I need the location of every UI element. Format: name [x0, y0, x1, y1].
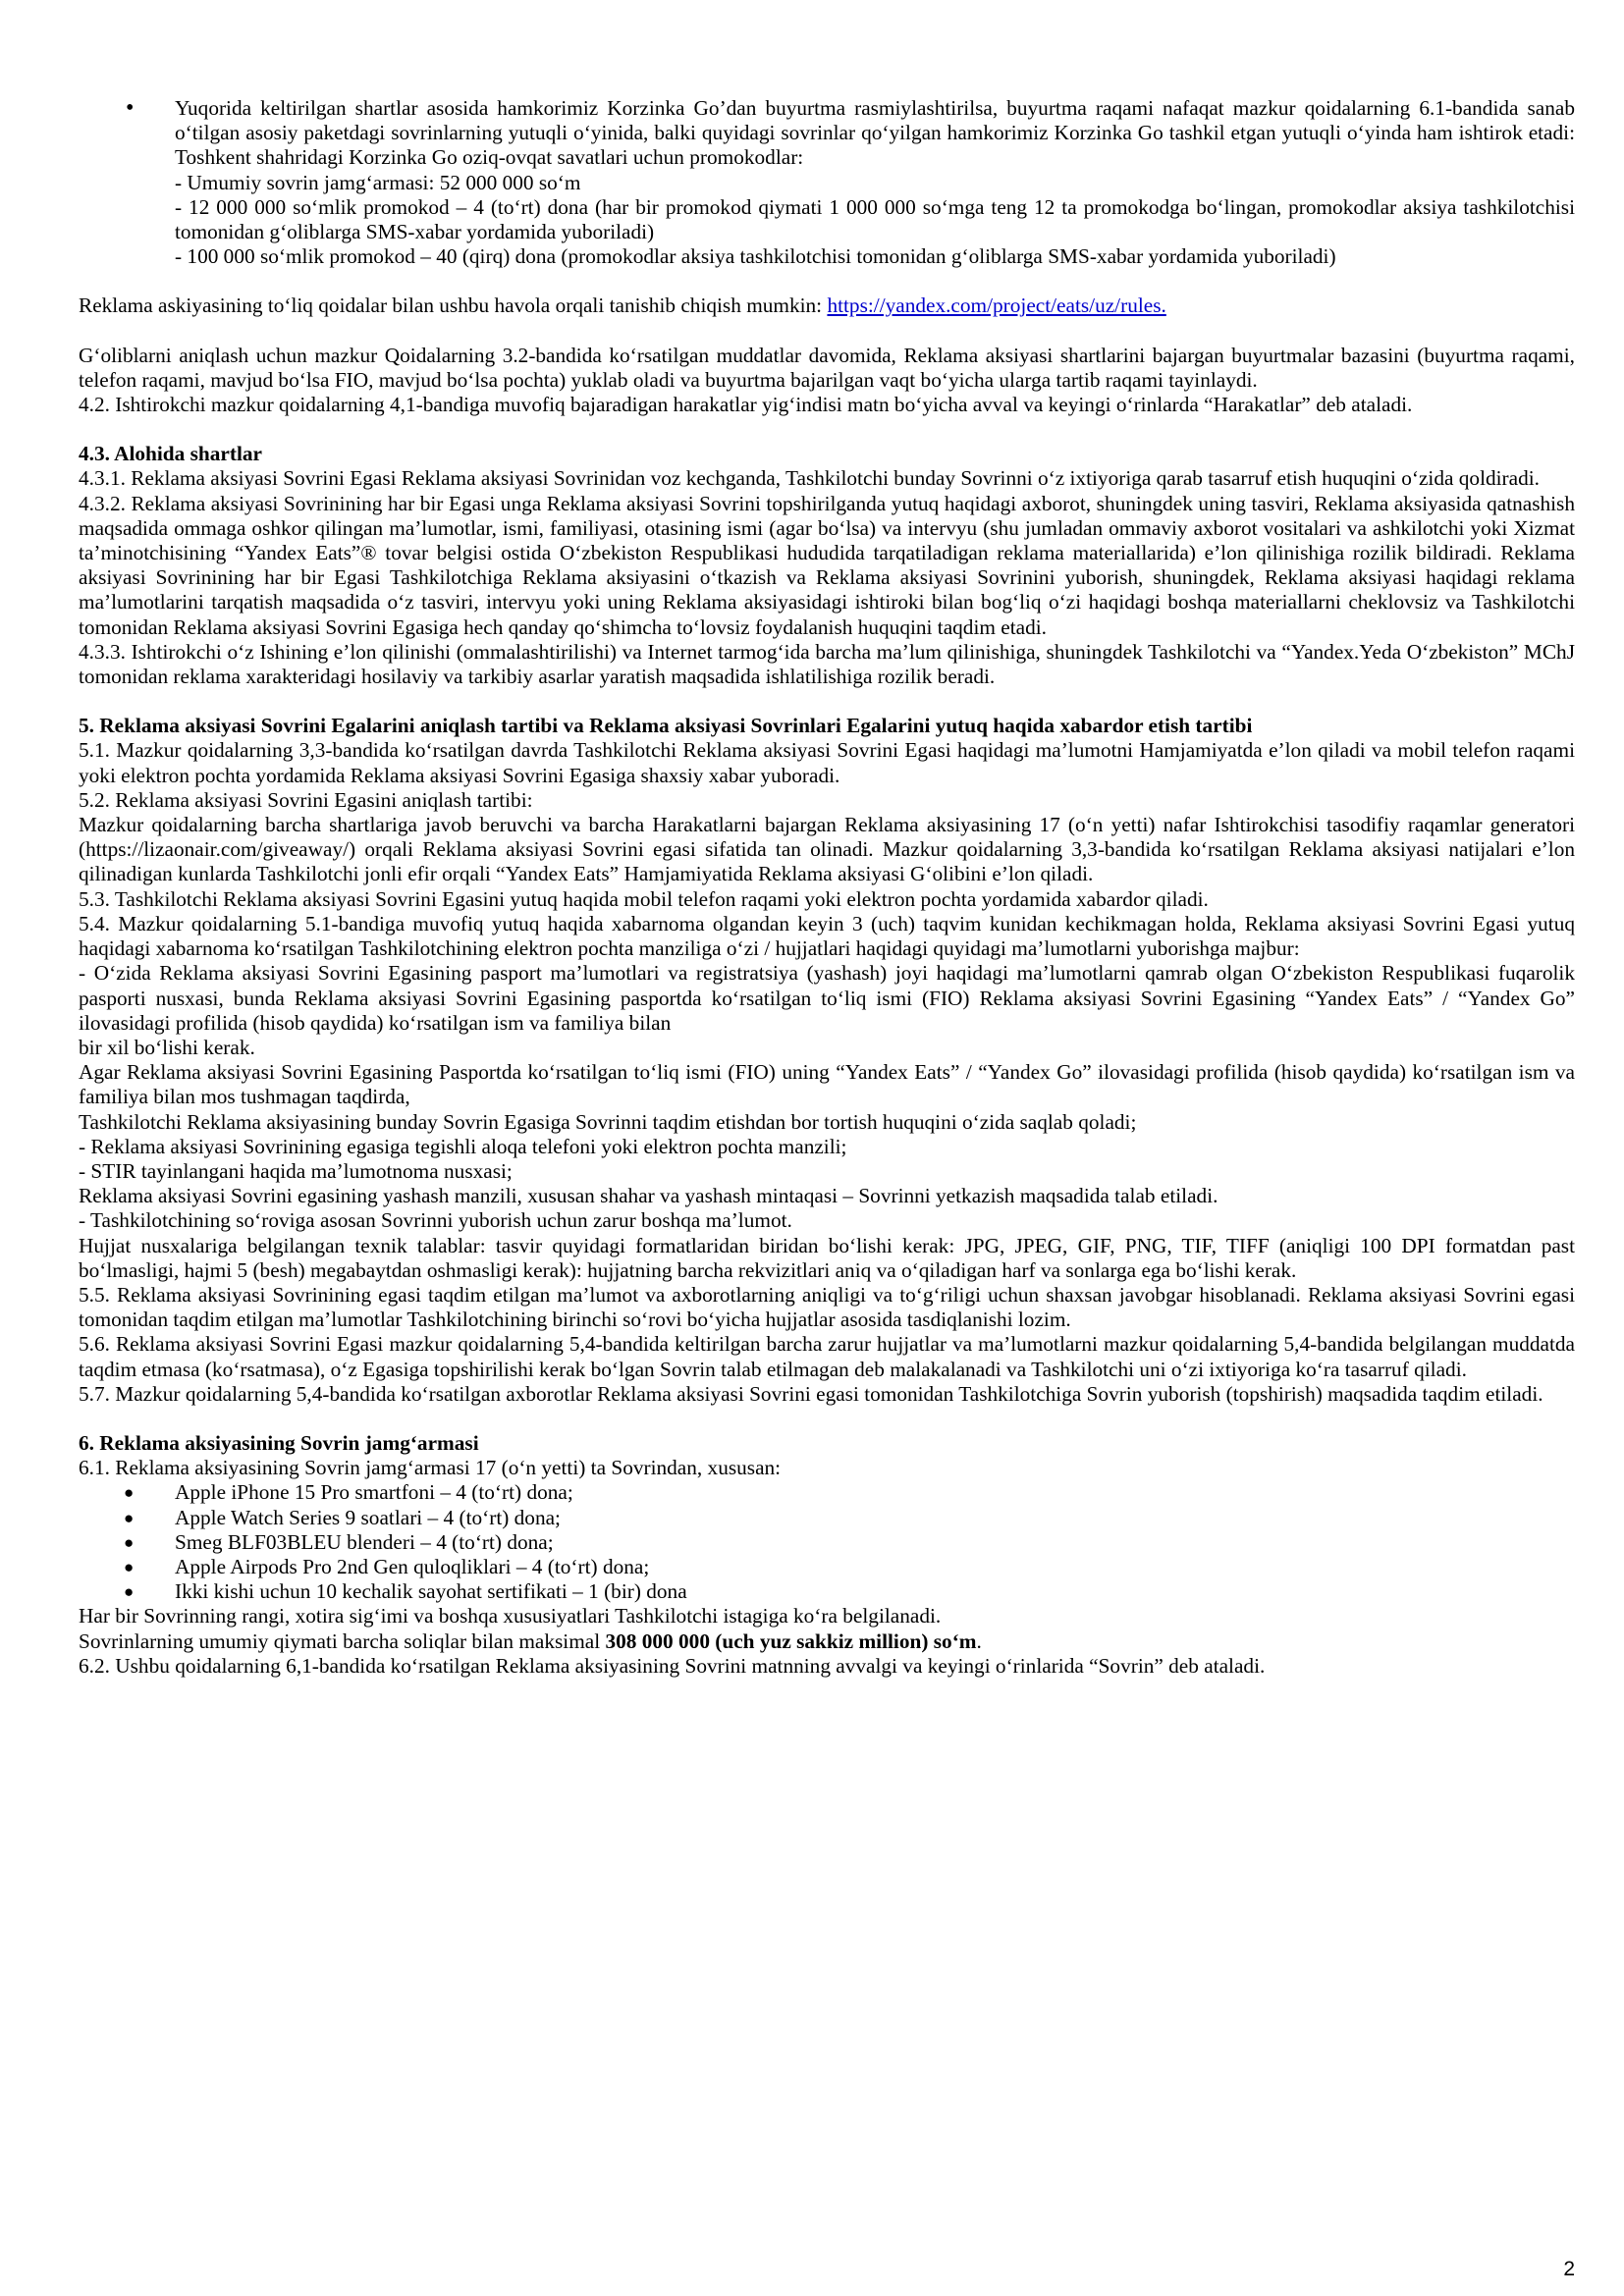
paragraph-4-3-1: 4.3.1. Reklama aksiyasi Sovrini Egasi Reklama aksiyasi Sovrinidan voz kechganda, Tashkilotchi bunday Sovrinni o‘z ixtiyoriga qarab tasarruf etish huquqini o‘zida qoldiradi. — [79, 466, 1540, 491]
paragraph-5-4-passport-end: bir xil bo‘lishi kerak. — [79, 1035, 255, 1059]
paragraph-6-1: 6.1. Reklama aksiyasining Sovrin jamg‘armasi 17 (o‘n yetti) ta Sovrindan, xususan: — [79, 1456, 782, 1480]
paragraph-6-2: 6.2. Ushbu qoidalarning 6,1-bandida ko‘rsatilgan Reklama aksiyasining Sovrini matnning avvalgi va keyingi o‘rinlarida “Sovrin” deb ataladi. — [79, 1653, 1266, 1678]
paragraph-4-2: 4.2. Ishtirokchi mazkur qoidalarning 4,1-bandiga muvofiq bajaradigan harakatlar yig‘indisi matn bo‘yicha avval va keyingi o‘rinlarda “Harakatlar” deb ataladi. — [79, 393, 1413, 417]
paragraph-4-3-2: 4.3.2. Reklama aksiyasi Sovrinining har bir Egasi unga Reklama aksiyasi Sovrini topshirilganda yutuq haqidagi axborot, shuningdek uning tasviri, Reklama aksiyasida qatnashish maqsadida ommaga oshkor qilingan ma’lumotlar, ismi, familiyasi, otasining ismi (agar bo‘lsa) va intervyu (shu jumladan ommaviy axborot vositalari va ashkilotchi yoki Xizmat ta’minotchisining “Yandex Eats”® tovar belgisi ostida O‘zbekiston Respublikasi hududida tarqatiladigan reklama materiallarida) e’lon qilinishiga rozilik bildiradi. Reklama aksiyasi Sovrinining har bir Egasi Tashkilotchiga Reklama aksiyasini o‘tkazish va Reklama aksiyasi Sovrinini yuborish, shuningdek, Reklama aksiyasi haqidagi reklama ma’lumotlarini tarqatish maqsadida o‘z tasviri, intervyu yoki uning Reklama aksiyasidagi ishtiroki bilan bog‘liq o‘zi haqidagi boshqa materiallarni cheklovsiz va Tashkilotchi tomonidan Reklama aksiyasi Sovrini Egasiga hech qanday qo‘shimcha to‘lovsiz foydalanish huquqini taqdim etadi. — [79, 491, 1575, 639]
paragraph-5-4: 5.4. Mazkur qoidalarning 5.1-bandiga muvofiq yutuq haqida xabarnoma olgandan keyin 3 (uch) taqvim kunidan kechikmagan holda, Reklama aksiyasi Sovrini Egasi yutuq haqidagi xabarnoma ko‘rsatilgan Tashkilotchining elektron pochta manziliga o‘zi / hujjatlari haqidagi quyidagi ma’lumotlarni yuborishga majbur: — [79, 911, 1575, 961]
total-value-prefix: Sovrinlarning umumiy qiymati barcha soliqlar bilan maksimal — [79, 1629, 601, 1653]
document-page — [79, 96, 1575, 1679]
prize-item: ● Apple Airpods Pro 2nd Gen quloqliklari – 4 (to‘rt) dona; — [79, 1555, 1575, 1579]
prize-list — [79, 1480, 1575, 1604]
section-4-3-heading: 4.3. Alohida shartlar — [79, 442, 262, 466]
prize-properties-paragraph: Har bir Sovrinning rangi, xotira sig‘imi va boshqa xususiyatlari Tashkilotchi istagiga ko‘ra belgilanadi. — [79, 1604, 942, 1629]
total-value-paragraph — [79, 1629, 1575, 1654]
korzinka-intro: • Yuqorida keltirilgan shartlar asosida hamkorimiz Korzinka Go’dan buyurtma rasmiylashtirilsa, buyurtma raqami nafaqat mazkur qoidalarning 6.1-bandida sanab o‘tilgan asosiy paketdagi sovrinlarning yutuqli o‘yinida, balki quyidagi sovrinlar qo‘yilgan hamkorimiz Korzinka Go tashkil etgan yutuqli o‘yinda ham ishtirok etadi: Toshkent shahridagi Korzinka Go oziq-ovqat savatlari uchun promokodlar: — [175, 96, 1575, 170]
prize-item: ● Apple Watch Series 9 soatlari – 4 (to‘rt) dona; — [79, 1506, 1575, 1530]
korzinka-line-3: - 100 000 so‘mlik promokod – 40 (qirq) dona (promokodlar aksiya tashkilotchisi tomonidan g‘oliblarga SMS-xabar yordamida yuboriladi) — [175, 244, 1336, 269]
section-5-heading: 5. Reklama aksiyasi Sovrini Egalarini aniqlash tartibi va Reklama aksiyasi Sovrinlari Egalarini yutuq haqida xabardor etish tartibi — [79, 714, 1253, 738]
rules-link-text: Reklama askiyasining to‘liq qoidalar bilan ushbu havola orqali tanishib chiqish mumkin: — [79, 294, 823, 318]
paragraph-5-4-passport: - O‘zida Reklama aksiyasi Sovrini Egasining pasport ma’lumotlari va registratsiya (yashash) joyi haqidagi ma’lumotlarni qamrab olgan O‘zbekiston Respublikasi fuqarolik pasporti nusxasi, bunda Reklama aksiyasi Sovrini Egasining pasportda ko‘rsatilgan to‘liq ismi (FIO) Reklama aksiyasi Sovrini Egasining “Yandex Eats” / “Yandex Go” ilovasidagi profilida (hisob qaydida) ko‘rsatilgan ism va familiya bilan — [79, 961, 1575, 1035]
prize-item: ● Apple iPhone 15 Pro smartfoni – 4 (to‘rt) dona; — [79, 1480, 1575, 1505]
paragraph-5-4-contact: - Reklama aksiyasi Sovrinining egasiga tegishli aloqa telefoni yoki elektron pochta manzili; — [79, 1134, 847, 1158]
korzinka-line-2: - 12 000 000 so‘mlik promokod – 4 (to‘rt) dona (har bir promokod qiymati 1 000 000 so‘mga teng 12 ta promokodga bo‘lingan, promokodlar aksiya tashkilotchisi tomonidan g‘oliblarga SMS-xabar yordamida yuboriladi) — [175, 194, 1575, 244]
paragraph-5-7: 5.7. Mazkur qoidalarning 5,4-bandida ko‘rsatilgan axborotlar Reklama aksiyasi Sovrini egasi tomonidan Tashkilotchiga Sovrin yuborish (topshirish) maqsadida taqdim etiladi. — [79, 1381, 1543, 1406]
paragraph-5-3: 5.3. Tashkilotchi Reklama aksiyasi Sovrini Egasini yutuq haqida mobil telefon raqami yoki elektron pochta yordamida xabardor qiladi. — [79, 886, 1209, 911]
korzinka-line-1: - Umumiy sovrin jamg‘armasi: 52 000 000 so‘m — [175, 170, 581, 194]
winners-paragraph: G‘oliblarni aniqlash uchun mazkur Qoidalarning 3.2-bandida ko‘rsatilgan muddatlar davomida, Reklama aksiyasi shartlarini bajargan buyurtmalar bazasini (buyurtma raqami, telefon raqami, mavjud bo‘lsa FIO, mavjud bo‘lsa pochta) yuklab oladi va buyurtma bajarilgan vaqt bo‘yicha ularga tartib raqami tayinlaydi. — [79, 343, 1575, 392]
paragraph-5-4-stir: - STIR tayinlangani haqida ma’lumotnoma nusxasi; — [79, 1158, 513, 1183]
paragraph-5-2-body: Mazkur qoidalarning barcha shartlariga javob beruvchi va barcha Harakatlarni bajargan Reklama aksiyasining 17 (o‘n yetti) nafar Ishtirokchisi tasodifiy raqamlar generatori (https://lizaonair.com/giveaway/) orqali Reklama aksiyasi Sovrini egasi sifatida tan olinadi. Mazkur qoidalarning 3,3-bandida ko‘rsatilgan Reklama aksiyasi natijalari e’lon qilinadigan kunlarda Tashkilotchi jonli efir orqali “Yandex Eats” Hamjamiyatida Reklama aksiyasi G‘olibini e’lon qiladi. — [79, 813, 1575, 886]
total-value-amount: 308 000 000 (uch yuz sakkiz million) so‘m — [605, 1629, 977, 1653]
korzinka-bullet — [79, 96, 1575, 269]
rules-link-paragraph — [79, 294, 1575, 318]
paragraph-5-4-mismatch: Agar Reklama aksiyasi Sovrini Egasining Pasportda ko‘rsatilgan to‘liq ismi (FIO) uning “Yandex Eats” / “Yandex Go” ilovasidagi profilida (hisob qaydida) ko‘rsatilgan ism va familiya bilan mos tushmagan taqdirda, — [79, 1060, 1575, 1109]
paragraph-5-6: 5.6. Reklama aksiyasi Sovrini Egasi mazkur qoidalarning 5,4-bandida keltirilgan barcha zarur hujjatlar va ma’lumotlarni mazkur qoidalarning 5,4-bandida belgilangan muddatda taqdim etmasa (ko‘rsatmasa), o‘z Egasiga topshirilishi kerak bo‘lgan Sovrin talab etilmagan deb malakalanadi va Tashkilotchi uni o‘zi ixtiyoriga ko‘ra tasarruf qiladi. — [79, 1332, 1575, 1381]
paragraph-5-1: 5.1. Mazkur qoidalarning 3,3-bandida ko‘rsatilgan davrda Tashkilotchi Reklama aksiyasi Sovrini Egasi haqidagi ma’lumotni Hamjamiyatda e’lon qiladi va mobil telefon raqami yoki elektron pochta yordamida Reklama aksiyasi Sovrini Egasiga shaxsiy xabar yuboradi. — [79, 738, 1575, 787]
page-number: 2 — [1563, 2258, 1575, 2280]
paragraph-5-4-tech: Hujjat nusxalariga belgilangan texnik talablar: tasvir quyidagi formatlaridan biridan bo‘lishi kerak: JPG, JPEG, GIF, PNG, TIF, TIFF (aniqligi 100 DPI formatdan past bo‘lmasligi, hajmi 5 (besh) megabaytdan oshmasligi kerak): hujjatning barcha rekvizitlari aniq va o‘qiladigan harf va sonlarga ega bo‘lishi kerak. — [79, 1233, 1575, 1282]
paragraph-5-2: 5.2. Reklama aksiyasi Sovrini Egasini aniqlash tartibi: — [79, 787, 533, 812]
section-6-heading: 6. Reklama aksiyasining Sovrin jamg‘armasi — [79, 1430, 479, 1455]
prize-item: ● Ikki kishi uchun 10 kechalik sayohat sertifikati – 1 (bir) dona — [79, 1579, 1575, 1604]
total-value-suffix: . — [976, 1629, 982, 1653]
paragraph-5-4-refusal: Tashkilotchi Reklama aksiyasining bunday Sovrin Egasiga Sovrinni taqdim etishdan bor tortish huquqini o‘zida saqlab qoladi; — [79, 1109, 1137, 1134]
paragraph-5-4-other: - Tashkilotchining so‘roviga asosan Sovrinni yuborish uchun zarur boshqa ma’lumot. — [79, 1208, 792, 1233]
paragraph-4-3-3: 4.3.3. Ishtirokchi o‘z Ishining e’lon qilinishi (ommalashtirilishi) va Internet tarmog‘ida barcha ma’lum qilinishiga, shuningdek Tashkilotchi va “Yandex.Yeda O‘zbekiston” MChJ tomonidan reklama xarakteridagi hosilaviy va tarkibiy asarlar yaratish maqsadida ishlatilishiga rozilik beradi. — [79, 639, 1575, 689]
paragraph-5-4-address: Reklama aksiyasi Sovrini egasining yashash manzili, xususan shahar va yashash mintaqasi – Sovrinni yetkazish maqsadida talab etiladi. — [79, 1184, 1218, 1208]
paragraph-5-5: 5.5. Reklama aksiyasi Sovrinining egasi taqdim etilgan ma’lumot va axborotlarning aniqligi va to‘g‘riligi uchun shaxsan javobgar hisoblanadi. Reklama aksiyasi Sovrini egasi tomonidan taqdim etilgan ma’lumotlar Tashkilotchining birinchi so‘rovi bo‘yicha hujjatlar asosida tasdiqlanishi lozim. — [79, 1282, 1575, 1332]
prize-item: ● Smeg BLF03BLEU blenderi – 4 (to‘rt) dona; — [79, 1530, 1575, 1555]
rules-link[interactable]: https://yandex.com/project/eats/uz/rules. — [827, 294, 1166, 318]
